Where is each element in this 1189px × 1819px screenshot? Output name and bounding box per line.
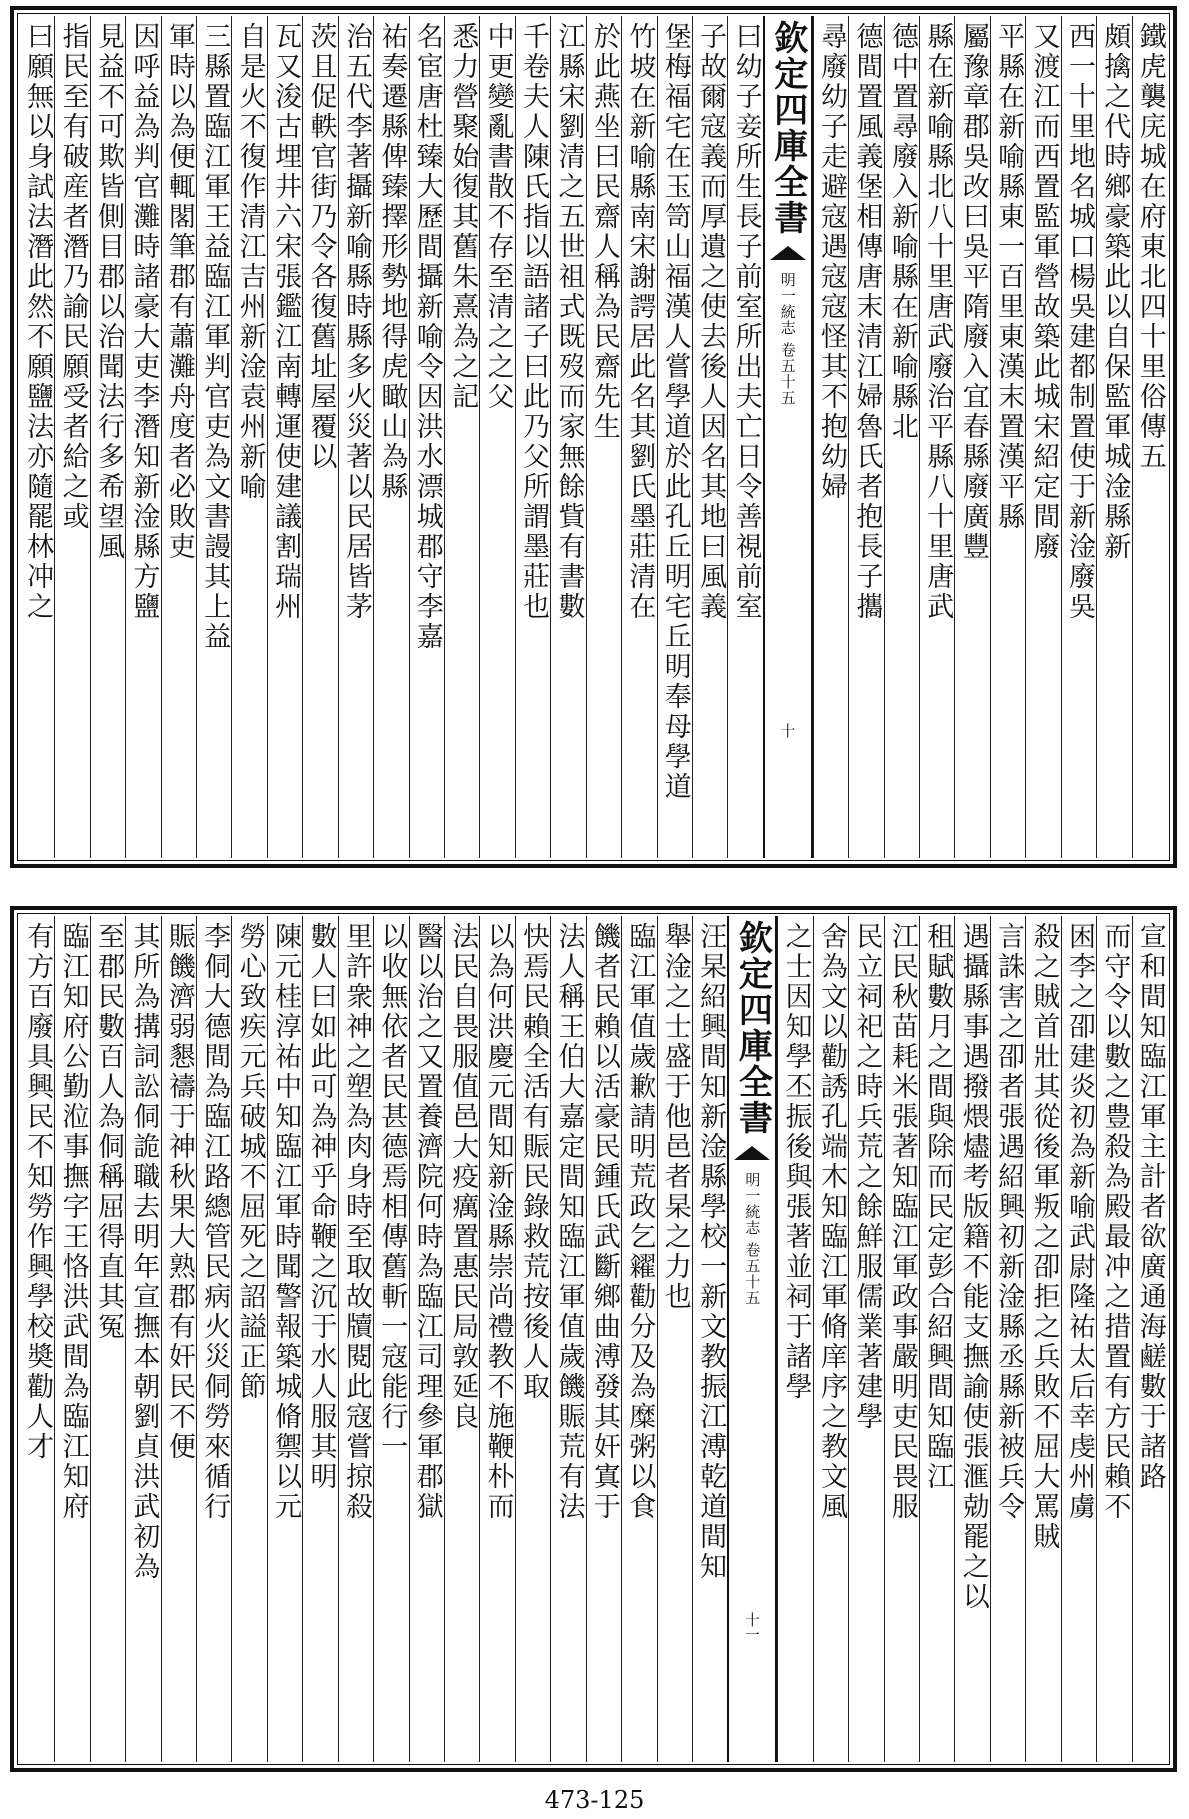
juan-label: 卷五十五 [778,342,797,406]
text-column: 困李之卲建炎初為新喻武尉隆祐太后幸虔州虜 [1061,916,1096,1762]
text-column: 德間置風義堡相傳唐末清江婦魯氏者抱長子攜 [848,16,883,858]
text-column: 德中置尋廢入新喻縣在新喻縣北 [884,16,919,858]
text-column: 宣和間知臨江軍主計者欲廣通海鹺數于諸路 [1132,916,1167,1762]
text-column: 茨且促軼官街乃令各復舊址屋覆以 [302,16,337,858]
text-column: 江民秋苗耗米張著知臨江軍政事嚴明吏民畏服 [884,916,919,1762]
text-column: 饑者民賴以活豪民鍾氏武斷鄉曲溥發其奸寘于 [586,916,621,1762]
text-column: 其所為搆詞訟侗詭職去明年宣撫本朝劉貞洪武初為 [125,916,160,1762]
text-column: 汪杲紹興間知新淦縣學校一新文教振江溥乾道間知 [692,916,727,1762]
text-column: 租賦數月之間與除而民定彭合紹興間知臨江 [919,916,954,1762]
text-column: 千卷夫人陳氏指以語諸子曰此乃父所謂墨莊也 [515,16,550,858]
text-column: 之士因知學丕振後與張著並祠于諸學 [777,916,812,1762]
text-column: 臨江知府公勤涖事撫字王恪洪武間為臨江知府 [54,916,89,1762]
bottom-columns [20,916,1167,1762]
page-footer-number: 473-125 [544,1786,645,1814]
text-column: 江縣宋劉清之五世祖式既歿而家無餘貲有書數 [550,16,585,858]
top-page [10,6,1177,868]
text-column: 於此燕坐曰民齋人稱為民齋先生 [586,16,621,858]
text-column: 瓦又浚古埋井六宋張鑑江南轉運使建議割瑞州 [267,16,302,858]
fish-tail-mark [770,246,806,260]
top-columns [20,16,1167,858]
text-column: 堡梅福宅在玉笥山福漢人嘗學道於此孔丘明宅丘明奉母學道 [657,16,692,858]
text-column: 悉力營聚始復其舊朱熹為之記 [444,16,479,858]
text-column: 鐵虎襲庑城在府東北四十里俗傳五 [1132,16,1167,858]
text-column: 快焉民賴全活有賑民錄救荒按後人取 [515,916,550,1762]
text-column: 而守令以數之豊殺為殿最冲之措置有方民賴不 [1096,916,1131,1762]
text-column: 曰願無以身試法潛此然不願鹽法亦隨罷林冲之 [22,22,54,622]
text-column: 勞心致疾元兵破城不屈死之詔謚正節 [231,916,266,1762]
volume-label: 明一統志 [743,1172,762,1236]
juan-label: 卷五十五 [743,1242,762,1306]
text-column: 里許衆神之塑為肉身時至取故牘閱此寇嘗掠殺 [338,916,373,1762]
text-column: 遇攝縣事遇撥煨燼考版籍不能支撫諭使張滙勀罷之以 [954,916,989,1762]
text-column: 曰幼子妾所生長子前室所出夫亡日令善視前室 [727,16,762,858]
leaf-number: 十 [778,723,797,738]
text-column: 醫以治之又置養濟院何時為臨江司理參軍郡獄 [409,916,444,1762]
text-column: 因呼益為判官灘時諸豪大吏李潛知新淦縣方鹽 [125,16,160,858]
text-column: 縣在新喻縣北八十里唐武廢治平縣八十里唐武 [919,16,954,858]
text-column: 賑饑濟弱懇禱于神秋果大熟郡有奸民不便 [161,916,196,1762]
text-column: 有方百廢具興民不知勞作興學校奬勸人才 [22,922,54,1462]
text-column: 臨江軍值歲歉請明荒政乞糴勸分及為糜粥以食 [621,916,656,1762]
text-column: 屬豫章郡吳改曰吳平隋廢入宜春縣廢廣豐 [954,16,989,858]
book-title: 欽定四庫全書 [732,920,773,1136]
text-column: 舉淦之士盛于他邑者杲之力也 [657,916,692,1762]
text-column: 以收無依者民甚德焉相傳舊斬一寇能行一 [373,916,408,1762]
text-column: 法民自畏服值邑大疫癘置惠民局敦延良 [444,916,479,1762]
text-column: 軍時以為便輒閣筆郡有蕭灘舟度者必敗吏 [161,16,196,858]
text-column: 舍為文以勸誘孔端木知臨江軍脩庠序之教文風 [813,916,848,1762]
text-column: 見益不可欺皆側目郡以治聞法行多希望風 [90,16,125,858]
text-column: 子故爾寇義而厚遺之使去後人因名其地曰風義 [692,16,727,858]
volume-label: 明一統志 [778,272,797,336]
text-column: 殺之賊首壯其從後軍叛之卲拒之兵敗不屈大罵賊 [1025,916,1060,1762]
text-column: 法人稱王伯大嘉定間知臨江軍值歲饑賑荒有法 [550,916,585,1762]
text-column: 言誅害之卲者張遇紹興初新淦縣丞縣新被兵令 [990,916,1025,1762]
book-title: 欽定四庫全書 [767,20,808,236]
leaf-number: 十一 [742,1612,761,1642]
text-column: 又渡江而西置監軍營故築此城宋紹定間廢 [1025,16,1060,858]
text-column: 數人曰如此可為神乎命鞭之沉于水人服其明 [302,916,337,1762]
bottom-page [10,906,1177,1772]
text-column: 竹坡在新喻縣南宋謝諤居此名其劉氏墨莊清在 [621,16,656,858]
text-column: 至郡民數百人為侗稱屈得直其冤 [90,916,125,1762]
text-column: 中更變亂書散不存至清之之父 [479,16,514,858]
text-column: 治五代李著攝新喻縣時縣多火災著以民居皆茅 [338,16,373,858]
text-column: 李侗大德間為臨江路總管民病火災侗勞來循行 [196,916,231,1762]
text-column: 以為何洪慶元間知新淦縣崇尚禮教不施鞭朴而 [479,916,514,1762]
text-column: 三縣置臨江軍王益臨江軍判官吏為文書謾其上益 [196,16,231,858]
text-column: 尋廢幼子走避寇遇寇寇怪其不抱幼婦 [813,16,848,858]
text-column: 名宦唐杜臻大歷間攝新喻令因洪水漂城郡守李嘉 [409,16,444,858]
text-column: 頗擒之代時鄉豪築此以自保監軍城淦縣新 [1096,16,1131,858]
text-column: 陳元桂淳祐中知臨江軍時聞警報築城脩禦以元 [267,916,302,1762]
fish-tail-mark [734,1146,770,1160]
text-column: 自是火不復作清江吉州新淦袁州新喻 [231,16,266,858]
center-fold [727,916,777,1762]
text-column: 祐奏遷縣俾臻擇形勢地得虎瞰山為縣 [373,16,408,858]
text-column: 指民至有破産者潛乃諭民願受者給之或 [54,16,89,858]
center-fold [763,16,813,858]
text-column: 西一十里地名城口楊吳建都制置使于新淦廢吳 [1061,16,1096,858]
text-column: 平縣在新喻縣東一百里東漢末置漢平縣 [990,16,1025,858]
text-column: 民立祠祀之時兵荒之餘鮮服儒業著建學 [848,916,883,1762]
